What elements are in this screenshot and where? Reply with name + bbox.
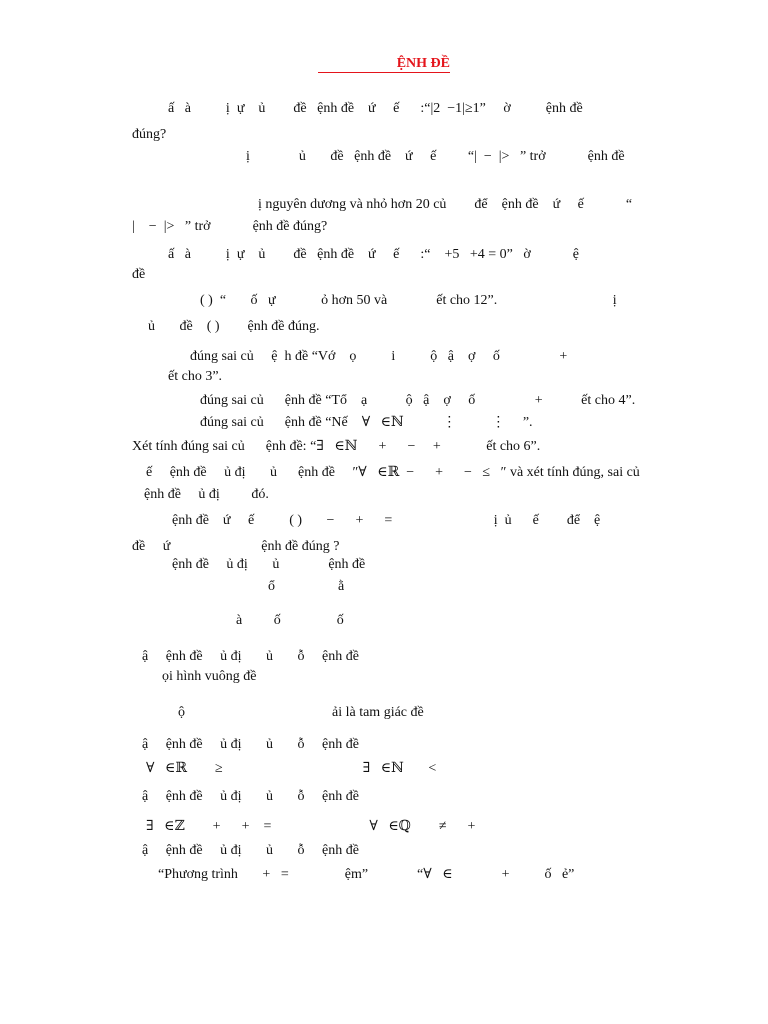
question-line: “Phương trình + = ệm” “∀ ∈ + ố ẻ” <box>158 867 575 882</box>
question-line: ủ đề ( ) ệnh đề đúng. <box>148 319 320 334</box>
question-line: đúng sai củ ệnh đề “Nế ∀ ∈ℕ ⋮ ⋮ ”. <box>200 415 533 430</box>
question-line: đúng sai củ ệ h đề “Vớ ọ i ộ ậ ợ ố + <box>190 349 568 364</box>
question-line: đề <box>132 267 146 282</box>
question-line: đề ứ ệnh đề đúng ? <box>132 539 340 554</box>
question-line: ấ à ị ự ủ đề ệnh đề ứ ế :“|2 −1|≥1” ờ ệnh đề <box>168 101 583 116</box>
page-title: ỆNH ĐỀ <box>318 56 450 73</box>
question-line: ( ) “ ố ự ỏ hơn 50 và ết cho 12”. ị <box>200 293 617 308</box>
question-line: đúng? <box>132 127 167 142</box>
question-line: ết cho 3”. <box>168 369 223 384</box>
math-expression-line: ∃ ∈ℤ + + = ∀ ∈ℚ ≠ + <box>146 819 476 834</box>
question-line: à ố ố <box>236 613 344 628</box>
question-line: ệnh đề ủ đị đó. <box>144 487 269 502</box>
question-line: ị ủ đề ệnh đề ứ ế “| − |> ” trở ệnh đề <box>246 149 625 164</box>
question-line: ệnh đề ứ ế ( ) − + = ị ủ ế để ệ <box>172 513 601 528</box>
question-line: ế ệnh đề ủ đị ủ ệnh đề ″∀ ∈ℝ − + − ≤ ″ và xét tính đúng, sai củ <box>146 465 640 480</box>
question-line: ệnh đề ủ đị ủ ệnh đề <box>172 557 366 572</box>
math-expression-line: ∀ ∈ℝ ≥ ∃ ∈ℕ < <box>146 761 437 776</box>
question-line: | − |> ” trở ệnh đề đúng? <box>132 219 328 234</box>
question-line: ị nguyên dương và nhỏ hơn 20 củ để ệnh đề ứ ế “ <box>258 197 633 212</box>
question-line: ấ à ị ự ủ đề ệnh đề ứ ế :“ +5 +4 = 0” ờ ệ <box>168 247 579 262</box>
question-line: ộ ải là tam giác đề <box>178 705 424 720</box>
question-line: đúng sai củ ệnh đề “Tổ ạ ộ ậ ợ ố + ết cho 4”. <box>200 393 636 408</box>
question-line: ọi hình vuông đề <box>162 669 257 684</box>
question-line: Xét tính đúng sai củ ệnh đề: “∃ ∈ℕ + − + ết cho 6”. <box>132 439 541 454</box>
question-line: ậ ệnh đề ủ đị ủ ỗ ệnh đề <box>142 789 359 804</box>
question-line: ậ ệnh đề ủ đị ủ ỗ ệnh đề <box>142 843 359 858</box>
question-line: ậ ệnh đề ủ đị ủ ỗ ệnh đề <box>142 649 359 664</box>
question-line: ậ ệnh đề ủ đị ủ ỗ ệnh đề <box>142 737 359 752</box>
question-line: ổ ằ <box>268 579 345 594</box>
